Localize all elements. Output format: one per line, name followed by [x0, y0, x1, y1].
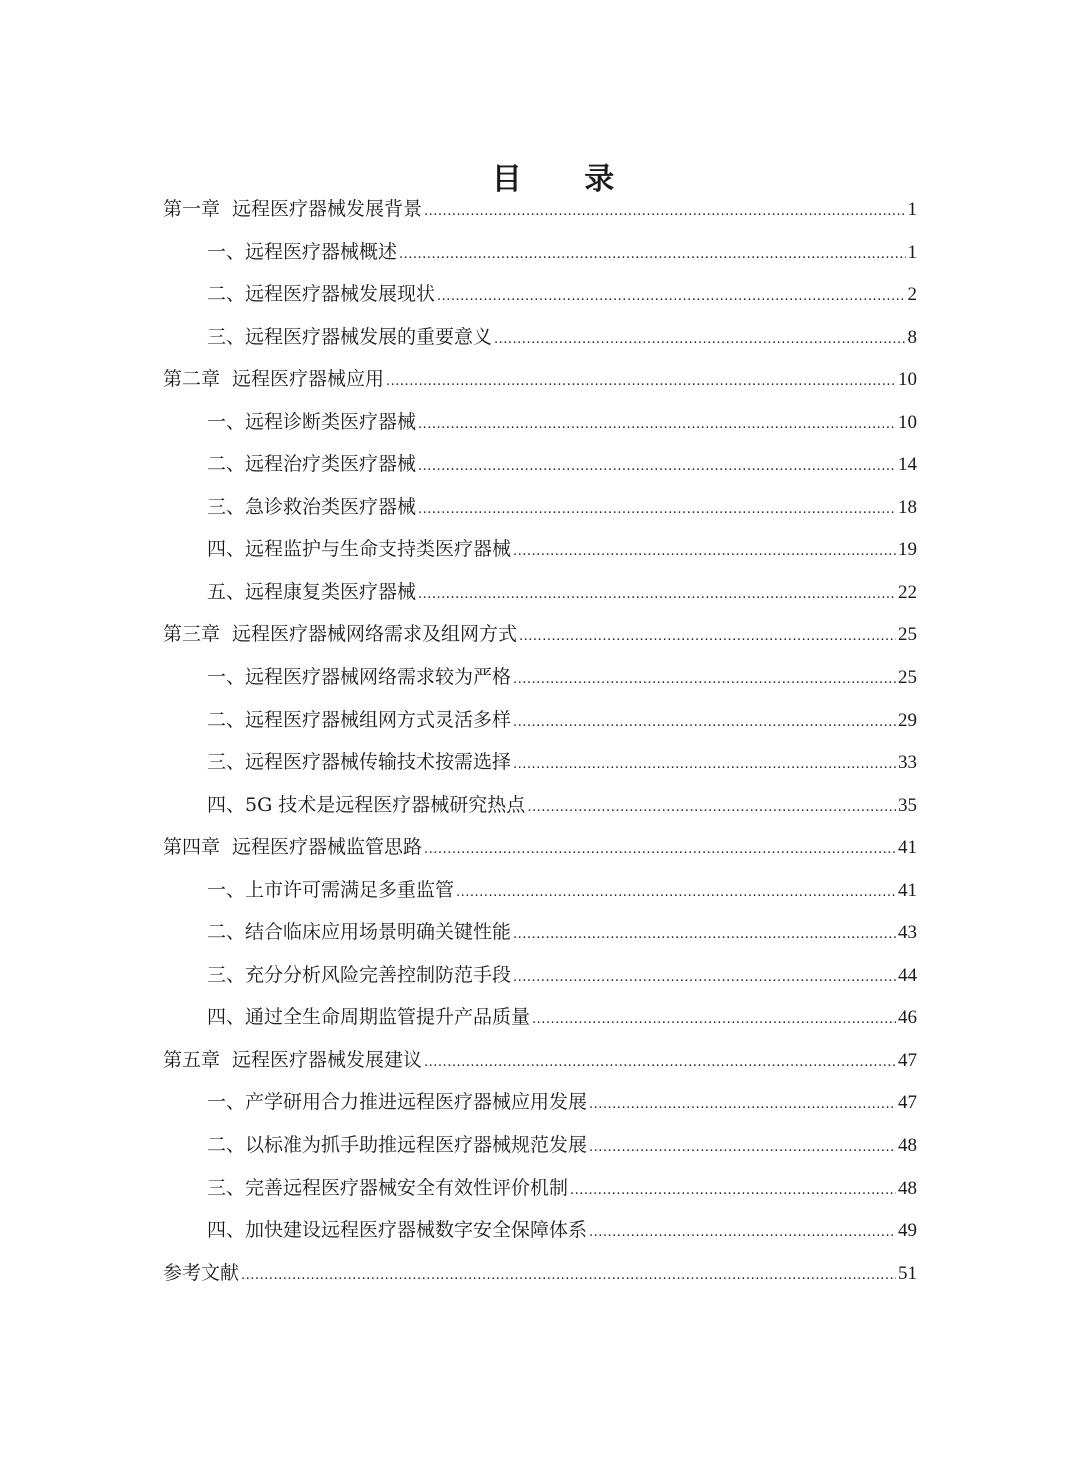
- toc-dot-leader: [424, 191, 905, 234]
- toc-page-number: 14: [898, 454, 917, 476]
- toc-entry-title: [207, 1209, 587, 1252]
- toc-entry-text: 二、远程医疗器械发展现状: [207, 283, 436, 306]
- toc-entry-text: 二、远程医疗器械组网方式灵活多样: [207, 708, 512, 731]
- toc-entry-text: 一、上市许可需满足多重监管: [207, 878, 455, 901]
- toc-section-entry[interactable]: [163, 699, 917, 742]
- toc-entry-title: [207, 401, 416, 444]
- toc-chapter-number: 第一章: [163, 198, 221, 220]
- toc-section-entry[interactable]: [163, 996, 917, 1039]
- toc-chapter-entry[interactable]: [163, 613, 917, 656]
- toc-entry-title: [207, 911, 511, 954]
- toc-page-number: 43: [898, 922, 917, 944]
- toc-page-number: 25: [898, 667, 917, 689]
- toc-page-number: 49: [898, 1220, 917, 1242]
- toc-entry-title: [207, 528, 511, 571]
- toc-section-entry[interactable]: [163, 656, 917, 699]
- toc-section-entry[interactable]: [163, 273, 917, 316]
- toc-chapter-entry[interactable]: [163, 826, 917, 869]
- toc-section-entry[interactable]: [163, 486, 917, 529]
- toc-entry-title: [163, 613, 517, 656]
- toc-entry-title: [207, 784, 525, 827]
- toc-entry-title: [207, 1124, 587, 1167]
- toc-entry-title: [207, 656, 511, 699]
- toc-entry-title: [207, 273, 435, 316]
- toc-dot-leader: [418, 446, 896, 489]
- toc-chapter-number: 第四章: [163, 836, 221, 859]
- toc-entry-text: 远程医疗器械应用: [232, 368, 385, 391]
- toc-page-number: 35: [898, 794, 917, 816]
- toc-entry-text: 二、以标准为抓手助推远程医疗器械规范发展: [207, 1134, 588, 1157]
- toc-entry-title: [207, 486, 416, 529]
- toc-dot-leader: [494, 319, 905, 362]
- toc-entry-text: 三、远程医疗器械传输技术按需选择: [207, 751, 512, 774]
- toc-dot-leader: [589, 1084, 896, 1127]
- toc-dot-leader: [418, 404, 896, 447]
- toc-entry-title: [207, 316, 492, 359]
- toc-entry-title: [207, 571, 416, 614]
- toc-entry-title: [163, 188, 422, 231]
- toc-dot-leader: [570, 1170, 896, 1213]
- toc-page-number: 41: [898, 879, 917, 901]
- toc-page-number: 19: [898, 539, 917, 561]
- toc-entry-text: 二、结合临床应用场景明确关键性能: [207, 921, 512, 944]
- toc-dot-leader: [456, 872, 896, 915]
- toc-page-number: 8: [907, 326, 917, 348]
- toc-section-entry[interactable]: [163, 401, 917, 444]
- toc-page-number: 48: [898, 1177, 917, 1199]
- toc-page-number: 46: [898, 1007, 917, 1029]
- toc-section-entry[interactable]: [163, 1124, 917, 1167]
- toc-entry-title: [207, 869, 454, 912]
- toc-page-number: 1: [907, 199, 917, 220]
- toc-entry-text: 四、5G 技术是远程医疗器械研究热点: [207, 793, 526, 816]
- toc-chapter-entry[interactable]: [163, 1252, 917, 1295]
- toc-dot-leader: [513, 744, 896, 787]
- toc-entry-text: 远程医疗器械监管思路: [232, 836, 423, 859]
- toc-section-entry[interactable]: [163, 911, 917, 954]
- toc-entry-text: 一、远程医疗器械网络需求较为严格: [207, 666, 512, 689]
- toc-section-entry[interactable]: [163, 954, 917, 997]
- toc-entry-title: [163, 826, 422, 869]
- toc-dot-leader: [527, 787, 896, 830]
- toc-page-number: 48: [898, 1135, 917, 1157]
- toc-dot-leader: [532, 999, 896, 1042]
- toc-dot-leader: [589, 1212, 896, 1255]
- toc-page-number: 10: [898, 411, 917, 433]
- toc-entry-title: [207, 231, 397, 274]
- toc-entry-text: 三、远程医疗器械发展的重要意义: [207, 325, 493, 348]
- toc-chapter-entry[interactable]: [163, 1039, 917, 1082]
- toc-entry-title: [207, 443, 416, 486]
- toc-entry-title: [163, 1252, 239, 1295]
- toc-dot-leader: [437, 276, 905, 319]
- toc-entry-text: 四、加快建设远程医疗器械数字安全保障体系: [207, 1219, 588, 1242]
- toc-entry-title: [163, 1039, 422, 1082]
- toc-entry-title: [207, 699, 511, 742]
- toc-page-number: 10: [898, 369, 917, 391]
- toc-entry-title: [207, 954, 511, 997]
- toc-entry-text: 三、急诊救治类医疗器械: [207, 495, 417, 518]
- toc-chapter-number: 第五章: [163, 1048, 221, 1071]
- toc-page-number: 25: [898, 624, 917, 646]
- toc-section-entry[interactable]: [163, 1081, 917, 1124]
- toc-entry-text: 四、远程监护与生命支持类医疗器械: [207, 538, 512, 561]
- page-title: 目 录: [491, 162, 641, 198]
- toc-chapter-entry[interactable]: [163, 188, 917, 231]
- toc-section-entry[interactable]: [163, 231, 917, 274]
- table-of-contents: [163, 188, 917, 1294]
- toc-page-number: 33: [898, 752, 917, 774]
- toc-section-entry[interactable]: [163, 528, 917, 571]
- toc-dot-leader: [399, 234, 905, 277]
- toc-page-number: 47: [898, 1049, 917, 1071]
- toc-dot-leader: [519, 616, 896, 659]
- toc-section-entry[interactable]: [163, 1209, 917, 1252]
- toc-page-number: 2: [907, 284, 917, 306]
- toc-entry-text: 一、远程诊断类医疗器械: [207, 410, 417, 433]
- toc-entry-text: 一、远程医疗器械概述: [207, 240, 398, 263]
- toc-entry-title: [207, 996, 530, 1039]
- toc-entry-text: 三、充分分析风险完善控制防范手段: [207, 963, 512, 986]
- toc-page-number: 29: [898, 709, 917, 731]
- toc-dot-leader: [513, 957, 896, 1000]
- toc-entry-text: 三、完善远程医疗器械安全有效性评价机制: [207, 1176, 569, 1199]
- toc-chapter-number: 第三章: [163, 623, 221, 646]
- toc-chapter-number: 第二章: [163, 368, 221, 391]
- toc-entry-title: [163, 358, 384, 401]
- toc-dot-leader: [513, 531, 896, 574]
- toc-entry-title: [207, 741, 511, 784]
- toc-page-number: 41: [898, 837, 917, 859]
- toc-dot-leader: [418, 489, 896, 532]
- toc-entry-text: 四、通过全生命周期监管提升产品质量: [207, 1006, 531, 1029]
- toc-entry-title: [207, 1081, 587, 1124]
- toc-dot-leader: [386, 361, 896, 404]
- toc-dot-leader: [418, 574, 896, 617]
- toc-dot-leader: [513, 914, 896, 957]
- toc-entry-text: 参考文献: [163, 1261, 240, 1284]
- toc-section-entry[interactable]: [163, 443, 917, 486]
- toc-dot-leader: [513, 659, 896, 702]
- toc-dot-leader: [589, 1127, 896, 1170]
- toc-entry-text: 五、远程康复类医疗器械: [207, 580, 417, 603]
- toc-dot-leader: [424, 829, 896, 872]
- toc-entry-text: 远程医疗器械网络需求及组网方式: [232, 623, 518, 646]
- toc-entry-text: 远程医疗器械发展背景: [232, 198, 423, 220]
- toc-page-number: 47: [898, 1092, 917, 1114]
- toc-dot-leader: [241, 1255, 896, 1298]
- toc-section-entry[interactable]: [163, 784, 917, 827]
- toc-section-entry[interactable]: [163, 571, 917, 614]
- toc-section-entry[interactable]: [163, 741, 917, 784]
- toc-page-number: 51: [898, 1262, 917, 1284]
- toc-page-number: 1: [907, 241, 917, 263]
- toc-page-number: 44: [898, 964, 917, 986]
- toc-chapter-entry[interactable]: [163, 358, 917, 401]
- toc-section-entry[interactable]: [163, 316, 917, 359]
- toc-dot-leader: [424, 1042, 896, 1085]
- toc-entry-title: [207, 1167, 568, 1210]
- toc-entry-text: 二、远程治疗类医疗器械: [207, 453, 417, 476]
- toc-dot-leader: [513, 702, 896, 745]
- toc-entry-text: 远程医疗器械发展建议: [232, 1048, 423, 1071]
- toc-page-number: 22: [898, 581, 917, 603]
- toc-page-number: 18: [898, 496, 917, 518]
- toc-entry-text: 一、产学研用合力推进远程医疗器械应用发展: [207, 1091, 588, 1114]
- toc-section-entry[interactable]: [163, 1167, 917, 1210]
- toc-section-entry[interactable]: [163, 869, 917, 912]
